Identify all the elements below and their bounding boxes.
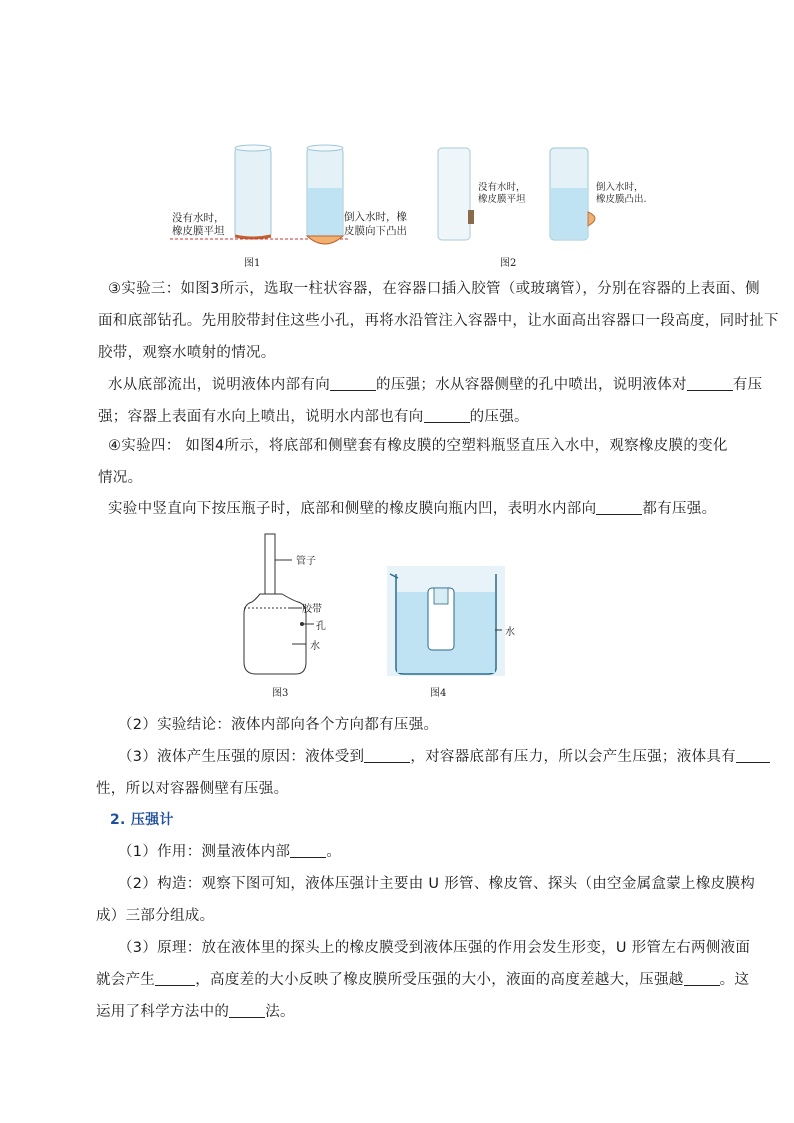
fig2-left-label-line1: 没有水时， (478, 182, 526, 193)
gauge-function-text-a: （1）作用：测量液体内部 (118, 844, 291, 860)
exp4-conclusion-paragraph (108, 493, 717, 525)
fig1-right-label-line1: 倒入水时，橡 (344, 211, 407, 223)
fig2-left-label-line2: 橡皮膜平坦 (478, 194, 526, 205)
fig2-water-tube (550, 148, 595, 240)
gauge-principle-line1: （3）原理：放在液体里的探头上的橡皮膜受到液体压强的作用会发生形变，U 形管左右两侧液面 (118, 940, 751, 956)
exp3-conclusion-text-b: 的压强；水从容器侧壁的孔中喷出，说明液体对 (376, 377, 687, 393)
figure-1-2 (160, 140, 690, 270)
experiment-3-paragraph (98, 273, 779, 369)
exp3-conclusion-text-d: 强；容器上表面有水向上喷出，说明水内部也有向 (98, 409, 424, 425)
fig1-water-tube (307, 145, 343, 244)
exp3-conclusion-line2 (98, 401, 708, 433)
fig3-label-hole: 孔 (316, 621, 326, 632)
fig1-left-label-line2: 橡皮膜平坦 (172, 225, 225, 237)
exp4-conclusion-text-a: 实验中竖直向下按压瓶子时，底部和侧壁的橡皮膜向瓶内凹，表明水内部向 (108, 501, 597, 517)
exp4-line1: ④实验四： 如图4所示，将底部和侧壁套有橡皮膜的空塑料瓶竖直压入水中，观察橡皮膜的变化 (108, 438, 728, 454)
conclusion-2 (118, 709, 718, 741)
gauge-principle-line3 (96, 996, 718, 1028)
gauge-construction-line2: 成）三部分组成。 (96, 908, 215, 924)
conclusion-2-text: （2）实验结论：液体内部向各个方向都有压强。 (118, 717, 439, 733)
fig2-right-label-line2: 橡皮膜凸出. (596, 194, 647, 205)
exp3-line1: ③实验三：如图3所示，选取一柱状容器，在容器口插入胶管（或玻璃管），分别在容器的上表面、侧 (108, 281, 760, 297)
exp4-conclusion-text-b: 都有压强。 (642, 501, 717, 517)
fig1-left-label-line1: 没有水时， (172, 212, 225, 224)
conclusion-3-text-a: （3）液体产生压强的原因：液体受到 (118, 749, 365, 765)
conclusion-3-text-b: ，对容器底部有压力，所以会产生压强；液体具有 (410, 749, 736, 765)
fig4-beaker (387, 566, 505, 676)
fig3-caption: 图3 (272, 688, 289, 699)
gauge-function-line (118, 836, 718, 868)
fig4-caption: 图4 (430, 688, 447, 699)
blank-9[interactable] (684, 971, 720, 986)
fig2-right-label (596, 182, 647, 206)
exp3-line2: 面和底部钻孔。先用胶带封住这些小孔，再将水沿管注入容器中，让水面高出容器口一段高度，同时扯下 (98, 313, 779, 329)
gauge-principle-text-d: 运用了科学方法中的 (96, 1004, 230, 1020)
fig3-label-tube: 管子 (296, 556, 316, 567)
blank-3[interactable] (424, 408, 470, 423)
fig1-caption: 图1 (244, 258, 261, 269)
fig1-left-label (172, 212, 225, 238)
gauge-function-text-b: 。 (326, 844, 342, 860)
conclusion-3-line2: 性，所以对容器侧壁有压强。 (96, 781, 289, 797)
blank-2[interactable] (687, 376, 733, 391)
fig2-right-label-line1: 倒入水时， (596, 182, 644, 193)
exp3-conclusion-text-e: 的压强。 (469, 409, 529, 425)
fig1-right-label (344, 210, 407, 238)
exp3-conclusion-text-c: 有压 (732, 377, 763, 393)
experiment-4-paragraph (98, 430, 728, 494)
blank-4[interactable] (596, 500, 642, 515)
fig1-right-label-line2: 皮膜向下凸出 (344, 225, 407, 237)
blank-7[interactable] (290, 843, 326, 858)
fig4-label-water: 水 (505, 627, 515, 638)
exp3-conclusion-paragraph (98, 369, 763, 433)
exp3-conclusion-line1 (108, 369, 763, 401)
exp3-line3: 胶带，观察水喷射的情况。 (98, 345, 276, 361)
conclusion-3-line1 (118, 741, 736, 773)
conclusion-3 (96, 741, 736, 805)
gauge-principle-text-b: ，高度差的大小反映了橡皮膜所受压强的大小，液面的高度差越大，压强越 (195, 972, 684, 988)
fig3-label-water: 水 (310, 641, 320, 652)
gauge-construction (96, 868, 756, 932)
section-2-heading: 2. 压强计 (110, 812, 174, 828)
exp3-conclusion-text-a: 水从底部流出，说明液体内部有向 (108, 377, 330, 393)
gauge-principle-text-c: 。这 (719, 972, 750, 988)
blank-1[interactable] (330, 376, 376, 391)
gauge-construction-line1: （2）构造：观察下图可知，液体压强计主要由 U 形管、橡皮管、探头（由空金属盒蒙上橡皮膜构 (118, 876, 756, 892)
blank-8[interactable] (155, 971, 195, 986)
fig2-left-label (478, 182, 526, 206)
gauge-principle (96, 932, 751, 1028)
fig1-empty-tube (235, 145, 271, 238)
gauge-principle-text-a: 就会产生 (96, 972, 156, 988)
fig2-caption: 图2 (500, 258, 517, 269)
gauge-principle-text-e: 法。 (265, 1004, 295, 1020)
fig2-empty-tube (438, 148, 474, 240)
figure-3-4 (230, 530, 530, 700)
gauge-principle-line2 (96, 964, 750, 996)
blank-10[interactable] (229, 1003, 265, 1018)
exp4-conclusion-line (108, 493, 717, 525)
gauge-function (118, 836, 718, 868)
blank-5[interactable] (364, 748, 410, 763)
blank-6[interactable] (736, 748, 770, 763)
fig3-label-tape: 胶带 (302, 604, 322, 615)
exp4-line2: 情况。 (98, 470, 143, 486)
